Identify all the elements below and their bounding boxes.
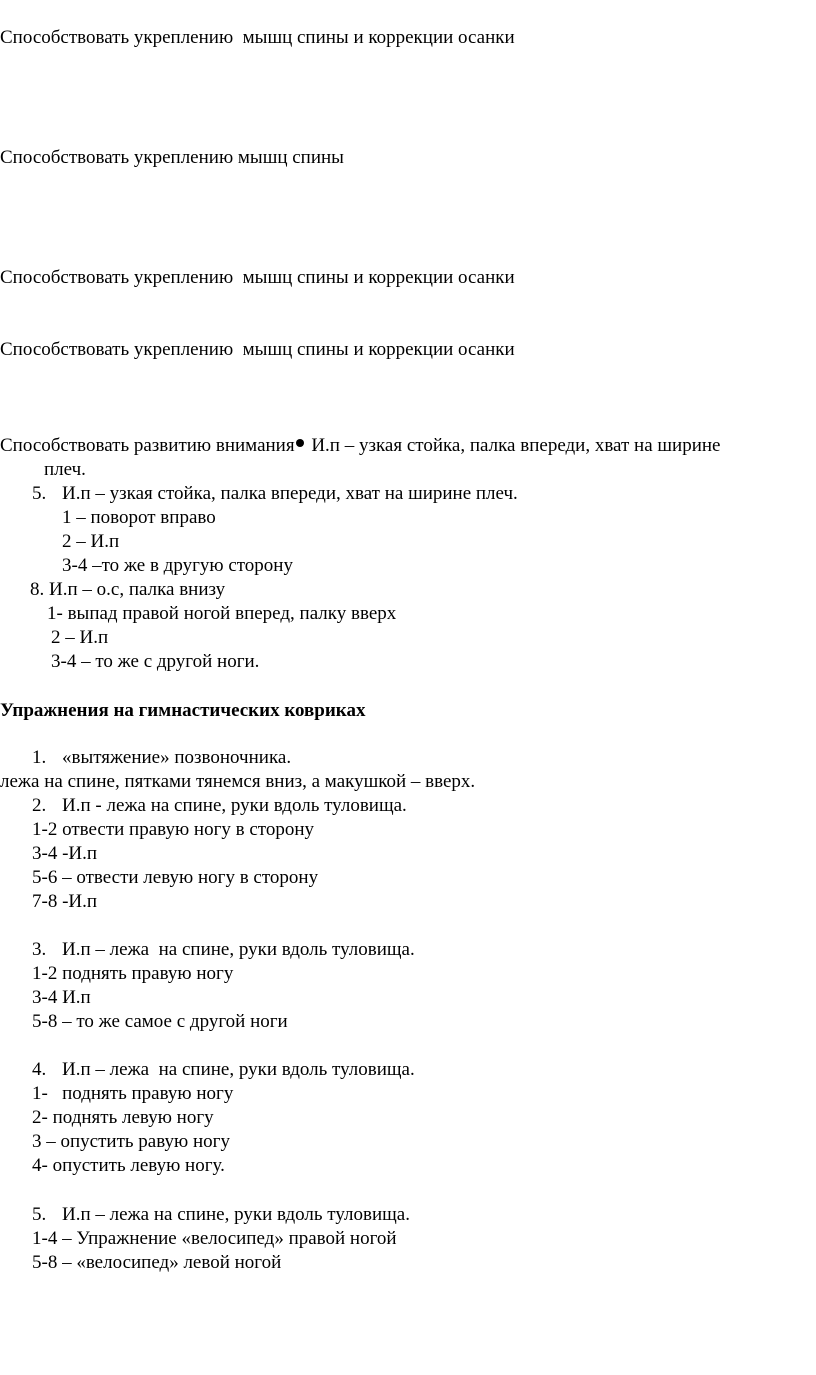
mat-ex4-start: И.п – лежа на спине, руки вдоль туловища. <box>62 1059 415 1080</box>
mat-ex2-step: 1-2 отвести правую ногу в сторону <box>32 819 315 840</box>
mat-ex4-number: 4. <box>32 1059 47 1080</box>
mat-ex5-number: 5. <box>32 1204 47 1225</box>
goal-line-5-rest: И.п – узкая стойка, палка впереди, хват на ширине <box>306 435 721 456</box>
goal-line-2: Способствовать укреплению мышц спины <box>0 147 344 168</box>
mat-ex2-number: 2. <box>32 795 47 816</box>
stick-ex5-step: 1 – поворот вправо <box>62 507 216 528</box>
mat-ex2-step: 5-6 – отвести левую ногу в сторону <box>32 867 319 888</box>
goal-line-5-prefix: Способствовать развитию внимания <box>0 435 295 456</box>
stick-ex8-start: 8. И.п – о.с, палка внизу <box>30 579 226 600</box>
goal-line-5 <box>0 435 720 457</box>
mat-ex5-start: И.п – лежа на спине, руки вдоль туловища. <box>62 1204 410 1225</box>
mat-ex5-step: 1-4 – Упражнение «велосипед» правой ногой <box>32 1228 397 1249</box>
mat-ex2-step: 3-4 -И.п <box>32 843 98 864</box>
stick-ex8-step: 2 – И.п <box>51 627 109 648</box>
goal-line-1: Способствовать укреплению мышц спины и коррекции осанки <box>0 27 515 48</box>
section-heading: Упражнения на гимнастических ковриках <box>0 700 366 721</box>
stick-ex8-step: 1- выпад правой ногой вперед, палку вверх <box>47 603 397 624</box>
stick-ex5-step: 3-4 –то же в другую сторону <box>62 555 293 576</box>
bullet-icon <box>296 439 304 447</box>
stick-ex5-start: И.п – узкая стойка, палка впереди, хват на ширине плеч. <box>62 483 518 504</box>
mat-ex1-desc: лежа на спине, пятками тянемся вниз, а макушкой – вверх. <box>0 771 476 792</box>
stick-ex5-number: 5. <box>32 483 47 504</box>
stick-ex8-step: 3-4 – то же с другой ноги. <box>51 651 260 672</box>
mat-ex1-title: «вытяжение» позвоночника. <box>62 747 292 768</box>
mat-ex3-number: 3. <box>32 939 47 960</box>
goal-line-5-wrap: плеч. <box>44 459 86 480</box>
mat-ex3-step: 3-4 И.п <box>32 987 91 1008</box>
mat-ex2-start: И.п - лежа на спине, руки вдоль туловища. <box>62 795 407 816</box>
mat-ex4-step: 4- опустить левую ногу. <box>32 1155 225 1176</box>
mat-ex4-step: 2- поднять левую ногу <box>32 1107 214 1128</box>
goal-line-3: Способствовать укреплению мышц спины и коррекции осанки <box>0 267 515 288</box>
mat-ex1-number: 1. <box>32 747 47 768</box>
stick-ex5-step: 2 – И.п <box>62 531 120 552</box>
mat-ex4-step: 3 – опустить равую ногу <box>32 1131 230 1152</box>
mat-ex2-step: 7-8 -И.п <box>32 891 98 912</box>
mat-ex3-start: И.п – лежа на спине, руки вдоль туловища. <box>62 939 415 960</box>
mat-ex4-step: 1- поднять правую ногу <box>32 1083 234 1104</box>
mat-ex5-step: 5-8 – «велосипед» левой ногой <box>32 1252 282 1273</box>
mat-ex3-step: 5-8 – то же самое с другой ноги <box>32 1011 288 1032</box>
goal-line-4: Способствовать укреплению мышц спины и коррекции осанки <box>0 339 515 360</box>
mat-ex3-step: 1-2 поднять правую ногу <box>32 963 234 984</box>
